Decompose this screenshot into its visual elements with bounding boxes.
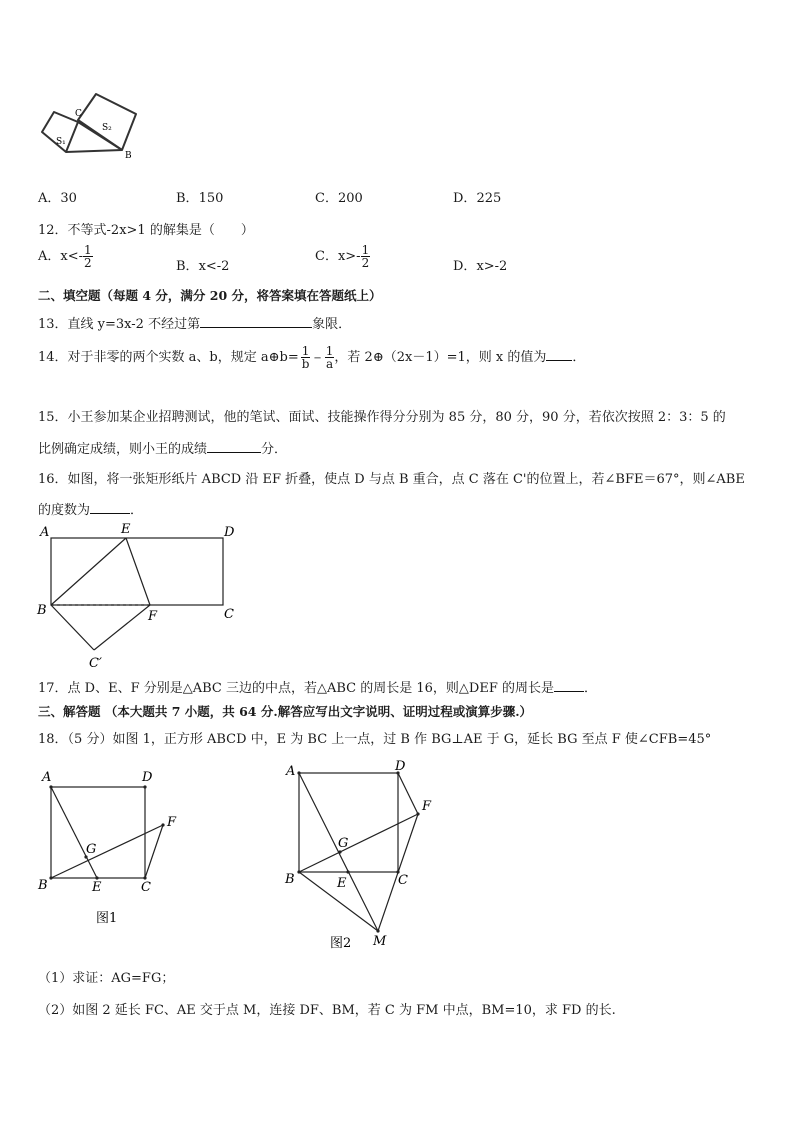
q15-line-2: 比例确定成绩，则小王的成绩 分．: [38, 442, 288, 457]
fig2-label-d: D: [395, 759, 406, 774]
q11-label-s1: S₁: [56, 137, 66, 147]
q14: 14．对于非零的两个实数 a、b，规定 a⊕b= $\frac{1}{b}$ − $\frac{1}{a}$ ，若 2⊕（2x－1）=1，则 x 的值为 ．: [38, 344, 586, 371]
q16-line-1: 16．如图，将一张矩形纸片 ABCD 沿 EF 折叠，使点 D 与点 B 重合，点 C 落在 C'的位置上，若∠BFE＝67°，则∠ABE: [38, 472, 745, 487]
q13: 13．直线 y=3x-2 不经过第 象限．: [38, 317, 352, 332]
q14-frac-1: $\frac{1}{b}$: [301, 344, 310, 371]
fig1-segment-ae: [51, 787, 97, 878]
q11-triangle-leg: [78, 122, 122, 150]
q11-option-c: C．200: [315, 191, 363, 206]
q11-figure: [38, 90, 148, 162]
fig1-square-abcd: [51, 787, 145, 878]
q11-label-c: C: [75, 109, 82, 119]
q16-line-2: 的度数为 ．: [38, 503, 144, 518]
fig1-label-b: B: [38, 878, 48, 893]
q16-label-a: A: [40, 525, 50, 540]
q16-label-b: B: [37, 603, 47, 618]
q16-segment-ef: [126, 538, 150, 605]
q11-label-b: B: [125, 151, 132, 161]
q18-stem: 18．（5 分）如图 1，正方形 ABCD 中，E 为 BC 上一点，过 B 作 BG⊥AE 于 G，延长 BG 至点 F 使∠CFB=45°: [38, 732, 712, 747]
q18-figure-1: [30, 765, 200, 930]
q18-part-2: （2）如图 2 延长 FC、AE 交于点 M，连接 DF、BM，若 C 为 FM 中点，BM=10，求 FD 的长.: [38, 1003, 616, 1018]
fig2-segment-df: [398, 773, 418, 814]
q12-stem: 12．不等式-2x>1 的解集是（ ）: [38, 223, 254, 238]
fig1-segment-bf: [51, 825, 163, 878]
fig1-label-g: G: [86, 842, 97, 857]
fig1-label-f: F: [167, 815, 177, 830]
q13-answer-blank[interactable]: [200, 315, 312, 328]
q11-option-d: D．225: [453, 191, 502, 206]
q16-figure: [30, 518, 250, 673]
q12-option-b: B．x<-2: [176, 259, 230, 274]
q14-answer-blank[interactable]: [546, 348, 572, 361]
q11-label-s2: S₂: [102, 123, 112, 133]
q11-triangle-hyp: [66, 150, 122, 152]
q15-answer-blank[interactable]: [207, 440, 261, 453]
q15-line-1: 15．小王参加某企业招聘测试，他的笔试、面试、技能操作得分分别为 85 分，80 分，90 分，若依次按照 2：3：5 的: [38, 410, 726, 425]
q16-segment-be: [51, 538, 126, 605]
q18-part-1: （1）求证：AG=FG；: [38, 971, 175, 986]
q16-segment-bcprime: [51, 605, 94, 650]
q16-rectangle-abcd: [51, 538, 223, 605]
fig2-square-abcd: [299, 773, 398, 872]
q11-option-a: A．30: [38, 191, 77, 206]
fig1-label-c: C: [141, 880, 151, 895]
q16-label-e: E: [121, 522, 131, 537]
q16-label-cprime: C′: [89, 656, 102, 671]
fig1-segment-cf: [145, 825, 163, 878]
q12-option-a-frac: $\frac{1}{2}$: [84, 243, 92, 270]
fig2-label-g: G: [338, 836, 349, 851]
fig1-label-e: E: [92, 880, 102, 895]
q12-option-d: D．x>-2: [453, 259, 508, 274]
q17: 17．点 D、E、F 分别是△ABC 三边的中点，若△ABC 的周长是 16，则△DEF 的周长是 ．: [38, 681, 598, 696]
q17-answer-blank[interactable]: [554, 679, 584, 692]
fig2-label-m: M: [373, 934, 387, 949]
fig2-label-f: F: [422, 799, 432, 814]
q11-option-b: B．150: [176, 191, 224, 206]
fig2-caption: 图2: [330, 936, 352, 951]
q12-option-a: A．x<- $\frac{1}{2}$: [38, 243, 92, 270]
section-2-heading: 二、填空题（每题 4 分，满分 20 分，将答案填在答题纸上）: [38, 288, 382, 303]
q18-figure-2: [278, 758, 448, 953]
q16-answer-blank[interactable]: [90, 501, 130, 514]
fig1-label-d: D: [142, 770, 153, 785]
fig2-label-e: E: [337, 876, 347, 891]
section-3-heading: 三、解答题 （本大题共 7 小题，共 64 分.解答应写出文字说明、证明过程或演算步骤.）: [38, 704, 533, 719]
fig2-label-c: C: [398, 873, 408, 888]
fig2-label-b: B: [285, 872, 295, 887]
q16-label-d: D: [224, 525, 235, 540]
q16-segment-fcprime: [94, 605, 150, 650]
q16-label-f: F: [148, 609, 158, 624]
fig1-label-a: A: [42, 770, 52, 785]
fig2-label-a: A: [286, 764, 296, 779]
q14-frac-2: $\frac{1}{a}$: [325, 344, 334, 371]
fig2-segment-bf: [299, 814, 418, 872]
fig1-caption: 图1: [96, 911, 118, 926]
q12-option-c: C．x>- $\frac{1}{2}$: [315, 243, 370, 270]
q16-label-c: C: [224, 607, 234, 622]
q12-option-c-frac: $\frac{1}{2}$: [361, 243, 370, 270]
